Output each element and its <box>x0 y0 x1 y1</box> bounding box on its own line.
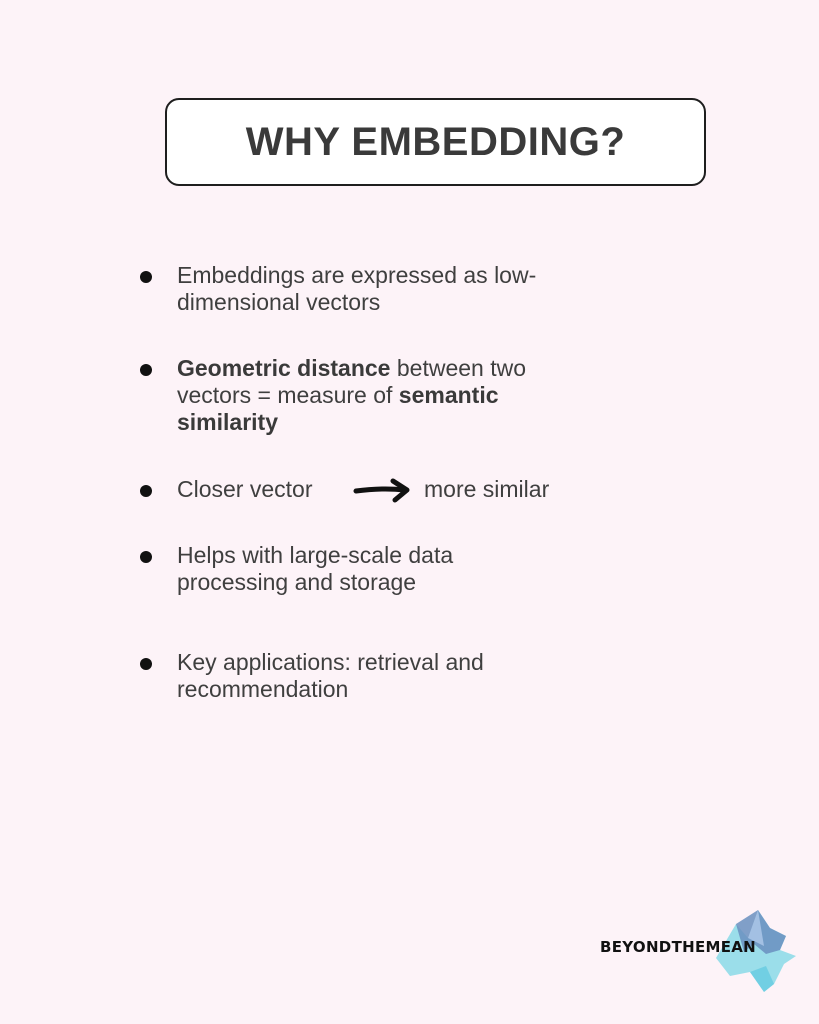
bullet-dot-icon <box>140 551 152 563</box>
brand-logo <box>598 906 803 996</box>
bullet-left-text: Closer vector <box>177 476 313 502</box>
bullet-text <box>177 476 550 503</box>
bullet-text <box>177 355 617 436</box>
bullet-text-part: between two <box>390 355 526 381</box>
bullet-text <box>177 262 617 316</box>
bullet-text <box>177 649 617 703</box>
bullet-line: dimensional vectors <box>177 289 381 315</box>
bold-term: similarity <box>177 409 278 435</box>
bullet-text <box>177 542 617 596</box>
page-title: WHY EMBEDDING? <box>245 119 626 164</box>
bullet-line: Embeddings are expressed as low- <box>177 262 537 288</box>
bullet-dot-icon <box>140 271 152 283</box>
bullet-line: recommendation <box>177 676 349 702</box>
logo-text: BEYONDTHEMEAN <box>600 938 757 956</box>
bullet-right-text: more similar <box>424 476 550 502</box>
bullet-dot-icon <box>140 364 152 376</box>
bullet-dot-icon <box>140 658 152 670</box>
bullet-text-part: vectors = measure of <box>177 382 399 408</box>
bold-term: semantic <box>398 382 499 408</box>
bullet-line: Key applications: retrieval and <box>177 649 484 675</box>
arrow-right-icon <box>353 478 413 506</box>
bullet-dot-icon <box>140 485 152 497</box>
title-box <box>165 98 706 186</box>
bold-term: Geometric distance <box>177 355 391 381</box>
bullet-line: processing and storage <box>177 569 417 595</box>
bullet-line: Helps with large-scale data <box>177 542 454 568</box>
